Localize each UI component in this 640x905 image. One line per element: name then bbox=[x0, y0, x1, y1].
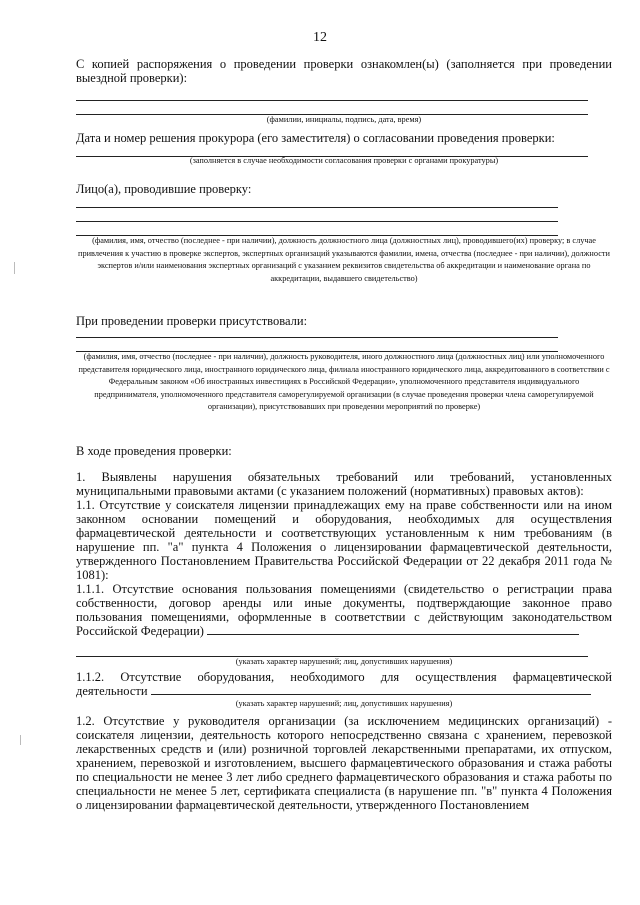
section-1-1-text: 1.1. Отсутствие у соискателя лицензии принадлежащих ему на праве собственности или на ином законном основании помещений и оборудования, необходимых для осуществления фармацевтической деятельности и соответствующих установленным к ним требованиям (в нарушение пп. "а" пункта 4 Положения о лицензировании фармацевтической деятельности, утвержденного Постановлением Правительства Российской Федерации от 22 декабря 2011 года № 1081): bbox=[76, 498, 612, 582]
equipment-fill-line[interactable] bbox=[151, 684, 591, 695]
during-label: В ходе проведения проверки: bbox=[76, 444, 232, 458]
section-1-1-1-text: 1.1.1. Отсутствие основания пользования помещениями (свидетельство о регистрации права собственности, договор аренды или иные документы, подтверждающие законное право пользования помещениями, оформленные в соответствии с действующим законодательством Российской Федерации) bbox=[76, 582, 612, 638]
present-label: При проведении проверки присутствовали: bbox=[76, 314, 308, 328]
section-1-2-text: 1.2. Отсутствие у руководителя организации (за исключением медицинских организаций) - соискателя лицензии, деятельность которого непосредственно связана с хранением, перевозкой лекарственных средств и (или) розничной торговлей лекарственными препаратами, их отпуском, хранением, перевозкой и изготовлением, высшего фармацевтического образования и стажа работы по специальности не менее 3 лет либо среднего фармацевтического образования и стажа работы по специальности не менее 5 лет, сертификата специалиста (в нарушение пп. "в" пункта 4 Положения о лицензировании фармацевтической деятельности, утвержденного Постановлением bbox=[76, 714, 612, 812]
section-1-1-2-hint: (указать характер нарушений; лиц, допустивших нарушения) bbox=[235, 699, 453, 708]
inspectors-hint: (фамилия, имя, отчество (последнее - при наличии), должность должностного лица (должностных лиц), проводившего(их) проверку; в случае привлечения к участию в проверке экспертов, экспертных организаций указываются фамилии, имена, отчества (последнее - при наличии), должности экспертов и/или наименования экспертных организаций с указанием реквизитов свидетельства об аккредитации и наименование органа по аккредитации, выдавшего свидетельство) bbox=[78, 236, 610, 283]
inspectors-label: Лицо(а), проводившие проверку: bbox=[76, 182, 252, 196]
inspectors-line[interactable] bbox=[76, 207, 558, 208]
intro-hint-block bbox=[76, 114, 612, 127]
margin-mark bbox=[20, 735, 21, 745]
prosecutor-label: Дата и номер решения прокурора (его заместителя) о согласовании проведения проверки: bbox=[76, 131, 555, 145]
present-block bbox=[76, 314, 612, 328]
section-1-2 bbox=[76, 714, 612, 812]
prosecutor-block bbox=[76, 131, 612, 145]
signature-line[interactable] bbox=[76, 100, 588, 101]
present-line[interactable] bbox=[76, 337, 558, 338]
inspectors-block bbox=[76, 182, 612, 196]
section-1-1-1-hint: (указать характер нарушений; лиц, допустивших нарушения) bbox=[235, 657, 453, 666]
section-1-1 bbox=[76, 498, 612, 582]
intro-block bbox=[76, 57, 612, 85]
prosecutor-hint-block bbox=[76, 155, 612, 168]
section-1-1-1 bbox=[76, 582, 612, 638]
section-1 bbox=[76, 470, 612, 498]
violation-fill-line[interactable] bbox=[207, 624, 579, 635]
intro-text: С копией распоряжения о проведении проверки ознакомлен(ы) (заполняется при проведении выездной проверки): bbox=[76, 57, 612, 85]
section-1-line2: муниципальными правовыми актами (с указанием положений (нормативных) правовых актов): bbox=[76, 484, 584, 498]
inspectors-hint-block bbox=[76, 235, 612, 285]
during-block bbox=[76, 444, 612, 458]
section-1-line1: 1. Выявлены нарушения обязательных требований или требований, установленных bbox=[76, 470, 612, 484]
inspectors-line[interactable] bbox=[76, 221, 558, 222]
present-hint: (фамилия, имя, отчество (последнее - при наличии), должность руководителя, иного должностного лица (должностных лиц) или уполномоченного представителя юридического лица, иностранного юридического лица, филиала иностранного юридического лица, аккредитованного в соответствии с Федеральным законом «Об иностранных инвестициях в Российской Федерации», уполномоченного представителя индивидуального предпринимателя, уполномоченного представителя саморегулируемой организации (в случае проведения проверки члена саморегулируемой организации), присутствовавших при проведении мероприятий по проверке) bbox=[78, 352, 610, 411]
intro-hint: (фамилии, инициалы, подпись, дата, время) bbox=[266, 115, 422, 124]
prosecutor-hint: (заполняется в случае необходимости согласования проверки с органами прокуратуры) bbox=[189, 156, 499, 165]
section-1-1-2-hint-block bbox=[76, 698, 612, 711]
section-1-1-1-hint-block bbox=[76, 656, 612, 669]
section-1-1-2-line1: 1.1.2. Отсутствие оборудования, необходимого для осуществления фармацевтической bbox=[76, 670, 612, 684]
section-1-1-2 bbox=[76, 670, 612, 698]
page-number: 12 bbox=[313, 30, 327, 45]
section-1-1-2-line2: деятельности bbox=[76, 684, 148, 698]
margin-mark bbox=[14, 262, 15, 274]
present-hint-block bbox=[76, 351, 612, 414]
